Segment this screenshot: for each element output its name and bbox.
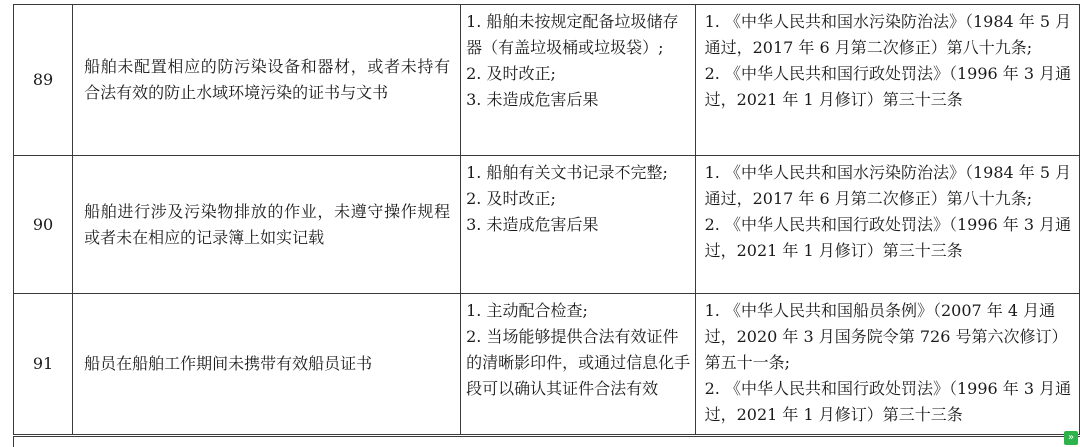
row-number: 89	[14, 5, 73, 156]
legal-basis-cell	[695, 156, 1079, 294]
table-row	[14, 5, 1080, 156]
law-item: 1. 《中华人民共和国水污染防治法》（1984 年 5 月通过，2017 年 6 月第二次修正）第八十九条;	[704, 12, 1072, 57]
table-row	[14, 156, 1080, 294]
condition-item: 2. 及时改正;	[466, 64, 556, 83]
next-row-edge	[13, 436, 1080, 447]
condition-item: 2. 当场能够提供合法有效证件的清晰影印件，或通过信息化手段可以确认其证件合法有效	[466, 327, 691, 398]
condition-item: 3. 未造成危害后果	[466, 215, 599, 234]
conditions-cell	[461, 294, 696, 435]
conditions-cell	[461, 5, 696, 156]
condition-item: 1. 船舶未按规定配备垃圾储存器（有盖垃圾桶或垃圾袋）;	[466, 12, 679, 57]
law-item: 2. 《中华人民共和国行政处罚法》（1996 年 3 月通过，2021 年 1 月修订）第三十三条	[704, 379, 1072, 424]
condition-item: 1. 主动配合检查;	[466, 301, 588, 320]
condition-item: 2. 及时改正;	[466, 189, 556, 208]
condition-item: 3. 未造成危害后果	[466, 90, 599, 109]
law-item: 1. 《中华人民共和国船员条例》（2007 年 4 月通过，2020 年 3 月国务院令第 726 号第六次修订）第五十一条;	[704, 301, 1068, 372]
violation-description: 船舶进行涉及污染物排放的作业，未遵守操作规程或者未在相应的记录簿上如实记载	[73, 156, 461, 294]
violation-description: 船员在船舶工作期间未携带有效船员证书	[73, 294, 461, 435]
conditions-cell	[461, 156, 696, 294]
law-item: 2. 《中华人民共和国行政处罚法》（1996 年 3 月通过，2021 年 1 月修订）第三十三条	[704, 215, 1072, 260]
violation-description: 船舶未配置相应的防污染设备和器材，或者未持有合法有效的防止水域环境污染的证书与文书	[73, 5, 461, 156]
row-number: 91	[14, 294, 73, 435]
condition-item: 1. 船舶有关文书记录不完整;	[466, 163, 668, 182]
regulation-table	[13, 4, 1080, 435]
row-number: 90	[14, 156, 73, 294]
legal-basis-cell	[695, 5, 1079, 156]
table-row	[14, 294, 1080, 435]
legal-basis-cell	[695, 294, 1079, 435]
law-item: 1. 《中华人民共和国水污染防治法》（1984 年 5 月通过，2017 年 6 月第二次修正）第八十九条;	[704, 163, 1072, 208]
law-item: 2. 《中华人民共和国行政处罚法》（1996 年 3 月通过，2021 年 1 月修订）第三十三条	[704, 64, 1072, 109]
collapse-icon[interactable]: »	[1064, 431, 1078, 445]
